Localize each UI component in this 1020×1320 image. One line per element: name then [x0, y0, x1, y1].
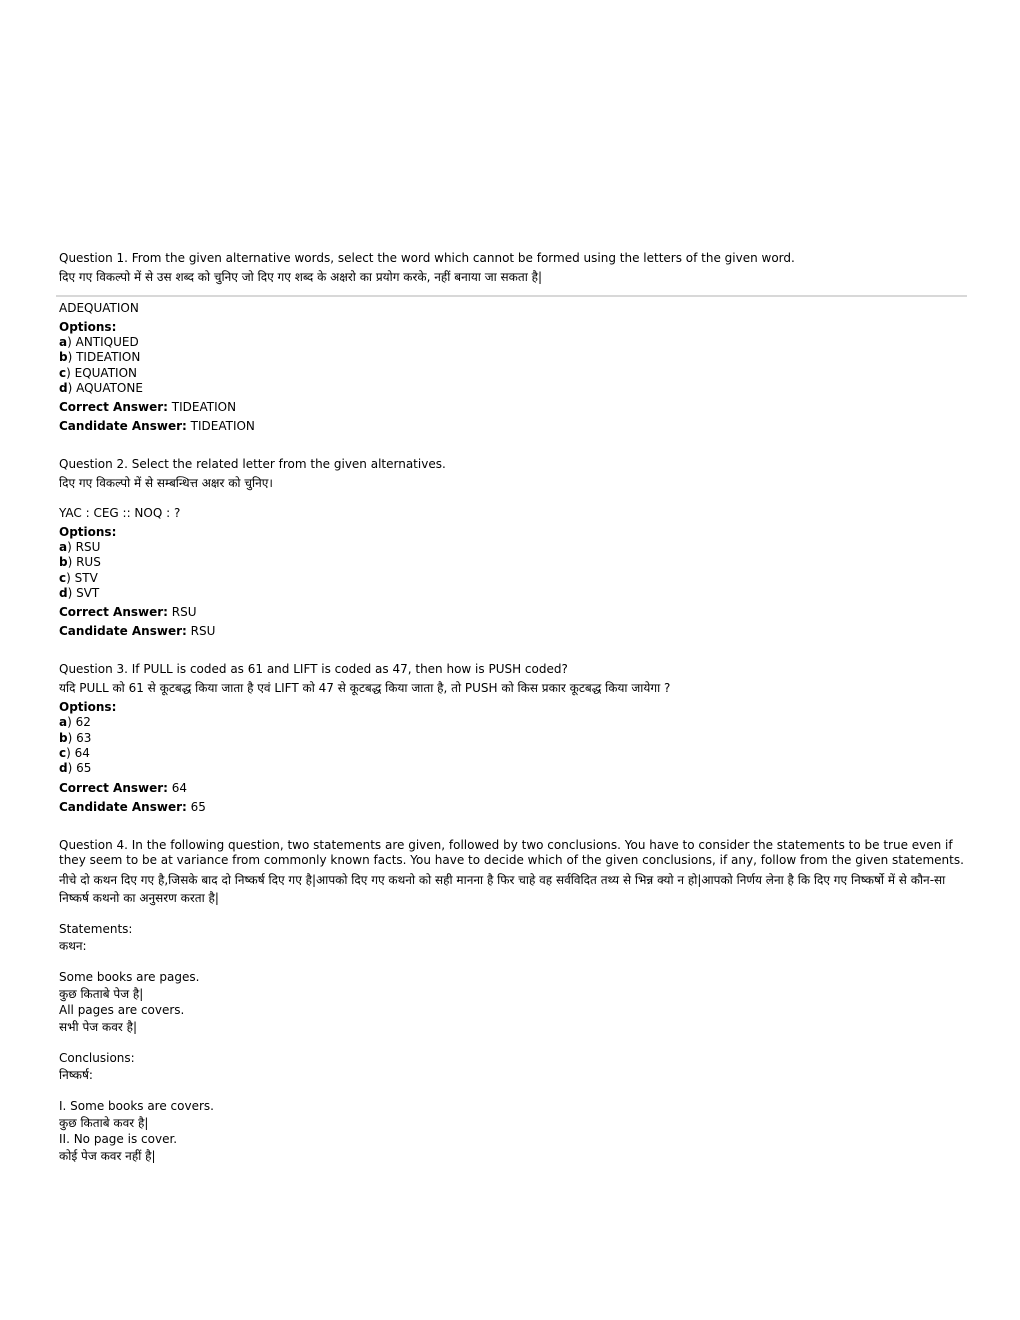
question-2-stem: YAC : CEG :: NOQ : ? — [59, 506, 181, 521]
candidate-answer: Candidate Answer: TIDEATION — [59, 419, 255, 434]
candidate-answer: Candidate Answer: 65 — [59, 799, 206, 814]
statements-heading-hi: कथन: — [59, 938, 87, 953]
question-3-text-en: Question 3. If PULL is coded as 61 and LIFT is coded as 47, then how is PUSH coded? — [59, 662, 568, 677]
conclusion-2-en: II. No page is cover. — [59, 1131, 178, 1146]
correct-answer: Correct Answer: RSU — [59, 605, 197, 620]
option-c: c) 64 — [59, 745, 90, 760]
option-d: d) 65 — [59, 761, 92, 776]
statement-1-en: Some books are pages. — [59, 969, 200, 984]
conclusion-1-en: I. Some books are covers. — [59, 1098, 214, 1113]
statement-2-hi: सभी पेज कवर है| — [59, 1019, 138, 1034]
statement-1-hi: कुछ किताबे पेज है| — [59, 986, 144, 1001]
divider — [56, 295, 967, 297]
option-d: d) SVT — [59, 586, 100, 601]
question-4-text-en: Question 4. In the following question, two statements are given, followed by two conclusions. You have to consider the statements to be true even if they seem to be at variance from commonly known facts. You have to decide which of the given conclusions, if any, follow from the given statements. — [59, 837, 964, 867]
question-2-text-en: Question 2. Select the related letter from the given alternatives. — [59, 457, 446, 472]
option-b: b) TIDEATION — [59, 350, 141, 365]
question-1-text-en: Question 1. From the given alternative words, select the word which cannot be formed using the letters of the given word. — [59, 251, 795, 265]
question-3 — [59, 662, 964, 814]
option-d: d) AQUATONE — [59, 380, 143, 395]
question-4-text-hi: नीचे दो कथन दिए गए है,जिसके बाद दो निष्कर्ष दिए गए है|आपको दिए गए कथनो को सही मानना है फिर चाहे वह सर्वविदित तथ्य से भिन्न क्यो न हो|आपको निर्णय लेना है कि दिए गए निष्कर्षो में से कौन-सा निष्कर्ष कथनो का अनुसरण करता है| — [59, 872, 946, 905]
option-a: a) ANTIQUED — [59, 335, 139, 349]
question-1-stem: ADEQUATION — [59, 301, 139, 315]
correct-answer: Correct Answer: TIDEATION — [59, 400, 237, 415]
conclusion-2-hi: कोई पेज कवर नहीं है| — [59, 1148, 156, 1163]
correct-answer: Correct Answer: 64 — [59, 780, 188, 795]
option-b: b) RUS — [59, 555, 101, 570]
conclusion-1-hi: कुछ किताबे कवर है| — [59, 1115, 149, 1130]
question-1 — [59, 251, 964, 434]
question-2 — [59, 457, 964, 639]
options-heading: Options: — [59, 525, 117, 540]
question-1-text-hi: दिए गए विकल्पो में से उस शब्द को चुनिए जो दिए गए शब्द के अक्षरो का प्रयोग करके, नहीं बनाया जा सकता है| — [59, 270, 543, 284]
option-c: c) EQUATION — [59, 365, 138, 380]
statements-heading-en: Statements: — [59, 921, 133, 936]
option-a: a) 62 — [59, 715, 91, 730]
question-4 — [59, 838, 964, 1165]
document-page — [59, 251, 964, 1165]
question-3-text-hi: यदि PULL को 61 से कूटबद्ध किया जाता है एवं LIFT को 47 से कूटबद्ध किया जाता है, तो PUSH को किस प्रकार कूटबद्ध किया जायेगा ? — [59, 681, 671, 696]
option-a: a) RSU — [59, 540, 101, 555]
option-c: c) STV — [59, 570, 98, 585]
statement-2-en: All pages are covers. — [59, 1002, 185, 1017]
options-heading: Options: — [59, 320, 117, 334]
conclusions-heading-en: Conclusions: — [59, 1050, 135, 1065]
conclusions-heading-hi: निष्कर्ष: — [59, 1067, 93, 1082]
question-2-text-hi: दिए गए विकल्पो में से सम्बन्धित्त अक्षर को चुनिए। — [59, 476, 273, 491]
candidate-answer: Candidate Answer: RSU — [59, 624, 216, 639]
options-heading: Options: — [59, 700, 117, 715]
option-b: b) 63 — [59, 730, 92, 745]
